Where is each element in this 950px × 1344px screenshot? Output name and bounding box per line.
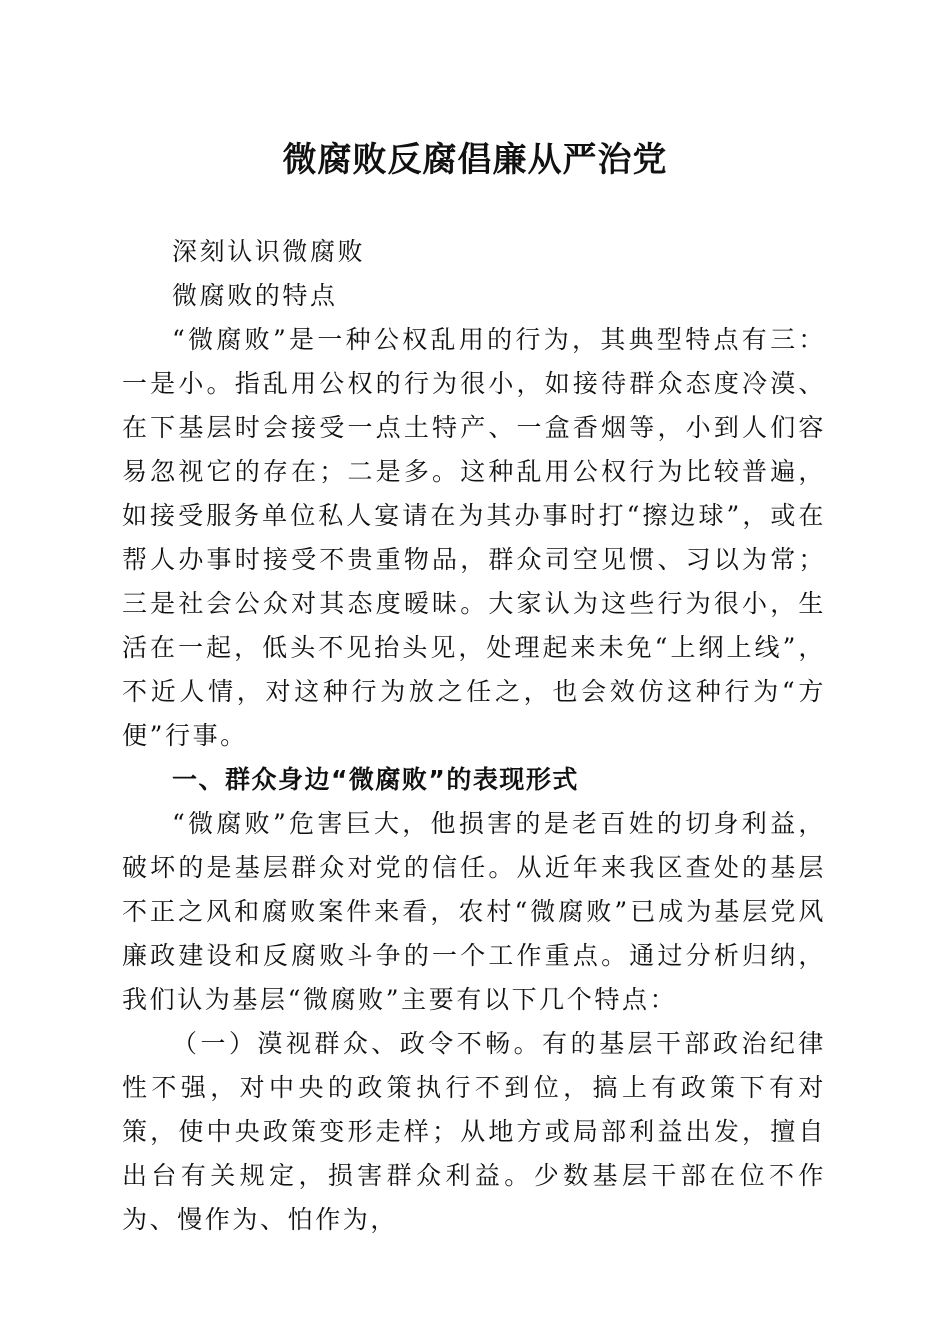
paragraph-section-heading: 深刻认识微腐败 [172,237,366,266]
point-one-text: 有的基层干部政治纪律性不强，对中央的政策执行不到位，搞上有政策下有对策，使中央政策变形走样；从地方或局部利益出发，擅自出台有关规定，损害群众利益。少数基层干部在位不作为、慢作为、怕作为， [122,1029,826,1234]
point-one-lead: （一）漠视群众、政令不畅。 [172,1029,543,1058]
document-body [122,230,826,1242]
paragraph-subheading: 微腐败的特点 [172,281,338,310]
paragraph-harm: “微腐败”危害巨大，他损害的是老百姓的切身利益，破坏的是基层群众对党的信任。从近年来我区查处的基层不正之风和腐败案件来看，农村“微腐败”已成为基层党风廉政建设和反腐败斗争的一个工作重点。通过分析归纳，我们认为基层“微腐败”主要有以下几个特点： [122,809,826,1014]
paragraph-point-one [122,1022,826,1242]
heading-manifestations: 一、群众身边“微腐败”的表现形式 [172,765,579,794]
paragraph-characteristics: “微腐败”是一种公权乱用的行为，其典型特点有三：一是小。指乱用公权的行为很小，如接待群众态度冷漠、在下基层时会接受一点土特产、一盒香烟等，小到人们容易忽视它的存在；二是多。这种乱用公权行为比较普遍，如接受服务单位私人宴请在为其办事时打“擦边球”，或在帮人办事时接受不贵重物品，群众司空见惯、习以为常；三是社会公众对其态度暧昧。大家认为这些行为很小，生活在一起，低头不见抬头见，处理起来未免“上纲上线”，不近人情，对这种行为放之任之，也会效仿这种行为“方便”行事。 [122,325,826,750]
document-title: 微腐败反腐倡廉从严治党 [282,140,668,180]
